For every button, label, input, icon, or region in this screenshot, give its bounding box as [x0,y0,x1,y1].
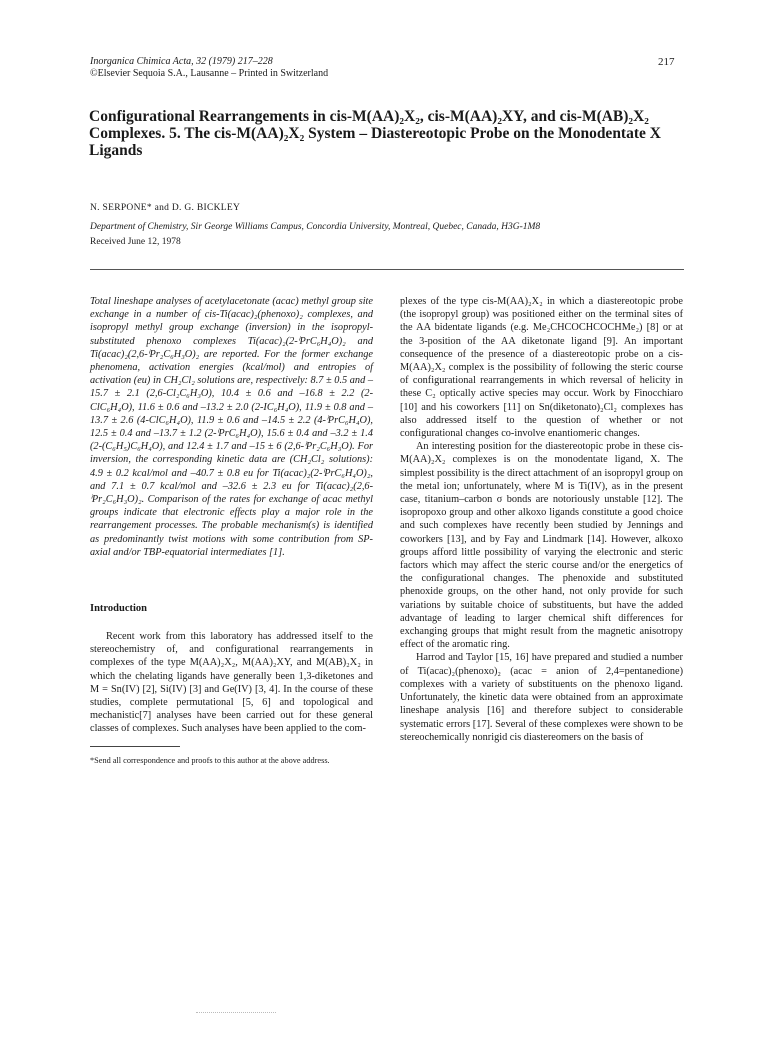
footnote: *Send all correspondence and proofs to this author at the above address. [90,755,330,765]
section-heading-introduction: Introduction [90,603,147,615]
right-column [400,295,683,744]
page-number: 217 [658,56,675,68]
journal-header [90,56,328,80]
abstract: Total lineshape analyses of acetylacetonate (acac) methyl group site exchange in a number of cis-Ti(acac)₂(phenoxo)₂ complexes, and isopropyl methyl group exchange (inversion) in the isopropyl-substituted phenoxo complexes Ti(acac)₂(2-ⁱPrC₆H₄O)₂ and Ti(acac)₂(2,6-ⁱPr₂C₆H₃O)₂ are reported. For the former exchange phenomena, activation energies (kcal/mol) and entropies of activation (eu) in CH₂Cl₂ solutions are, respectively: 8.7 ± 0.5 and –15.7 ± 2.1 (2,6-Cl₂C₆H₃O), 10.4 ± 0.6 and –16.8 ± 2.2 (2-ClC₆H₄O), 11.6 ± 0.6 and –13.2 ± 2.0 (2-IC₆H₄O), 11.9 ± 0.8 and –13.7 ± 2.6 (4-ClC₆H₄O), 11.9 ± 0.6 and –14.5 ± 2.2 (4-ⁱPrC₆H₄O), 12.5 ± 0.4 and –13.7 ± 1.2 (2-ⁱPrC₆H₄O), 15.6 ± 0.4 and –3.2 ± 1.4 (2-(C₆H₅)C₆H₄O), and 12.4 ± 1.7 and –15 ± 6 (2,6-ⁱPr₂C₆H₃O). For inversion, the corresponding kinetic data are (CH₂Cl₂ solutions): 4.9 ± 0.2 kcal/mol and –40.7 ± 0.8 eu for Ti(acac)₂(2-ⁱPrC₆H₄O)₂, and 7.1 ± 0.7 kcal/mol and –32.6 ± 2.3 eu for Ti(acac)₂(2,6-ⁱPr₂C₆H₃O)₂. Comparison of the rates for exchange of acac methyl groups indicate that electronic effects play a major role in the rearrangement processes. The probable mechanism(s) is identified as predominantly twist motions with some contribution from SP-axial and/or TBP-equatorial intermediates [1]. [90,296,373,558]
body-paragraph: Harrod and Taylor [15, 16] have prepared and studied a number of Ti(acac)₂(phenoxo)₂ (acac = anion of 2,4=pentanedione) complexes with a variety of substituents on the phenoxo ligand. Unfortunately, the kinetic data were obtained from an approximate lineshape analysis [16] and therefore subject to considerable systematic errors [17]. Several of these complexes were shown to be stereochemically nonrigid cis diastereomers on the basis of [400,652,683,743]
publisher-line: ©Elsevier Sequoia S.A., Lausanne – Printed in Switzerland [90,68,329,79]
received-date: Received June 12, 1978 [90,237,181,247]
introduction-paragraph: Recent work from this laboratory has addressed itself to the stereochemistry of, and configurational rearrangements in complexes of the type M(AA)₂X₂, M(AA)₂XY, and M(AB)₂X₂ in which the chelating ligands have generally been 1,3-diketones and M = Sn(IV) [2], Si(IV) [3] and Ge(IV) [3, 4]. In the course of these studies, complete permutational [5, 6] and topological and mechanistic[7] analyses have been carried out for these general classes of complexes. Such analyses have been applied to the com- [90,631,373,735]
journal-citation: Inorganica Chimica Acta, 32 (1979) 217–228 [90,56,273,67]
author-list: N. SERPONE* and D. G. BICKLEY [90,203,241,213]
header-divider [90,269,684,270]
affiliation: Department of Chemistry, Sir George Williams Campus, Concordia University, Montreal, Quebec, Canada, H3G-1M8 [90,222,541,232]
article-title: Configurational Rearrangements in cis-M(AA)₂X₂, cis-M(AA)₂XY, and cis-M(AB)₂X₂ Complexes. 5. The cis-M(AA)₂X₂ System – Diastereotopic Probe on the Monodentate X Ligands [89,108,661,159]
left-column [90,295,373,766]
body-paragraph: An interesting position for the diastereotopic probe in these cis-M(AA)₂X₂ complexes is on the monodentate ligand, X. The simplest possibility is the direct attachment of an isopropyl group on the metal ion; unfortunately, where M is Ti(IV), as in the present case, titanium–carbon σ bonds are notoriously unstable [12]. The isopropoxo group and other alkoxo ligands constitute a good choice and such complexes have recently been studied by Jennings and coworkers [13], and by Fay and Lindmark [14]. However, alkoxo groups afford little possibility of varying the electronic and steric factors which may affect the steric course and/or the energetics of the configurational changes. The phenoxide and substituted phenoxide groups, on the other hand, not only provide for such variations by suitable choice of substituents, but have the added advantage of leading to larger chemical shift differences for exchanging groups that might result from the magnetic anisotropy effect of the aromatic ring. [400,441,683,651]
scan-artifact [196,1012,276,1015]
body-paragraph: plexes of the type cis-M(AA)₂X₂ in which a diastereotopic probe (the isopropyl group) was positioned either on the terminal sites of the AA bidentate ligands (e.g. Me₂CHCOCHCOCHMe₂) [8] or at the 3-position of the AA diketonate ligand [9]. An important consequence of the presence of a diastereotopic probe on a cis-M(AA)₂X₂ complex is the possibility of following the steric course of configurational rearrangements in which reversal of helicity in these C₂ optically active species may occur. Work by Finocchiaro [10] and his coworkers [11] on Sn(diketonato)₂Cl₂ complexes has also addressed itself to the question of whether or not configurational changes co-involve enantiomeric changes. [400,296,683,440]
footnote-divider [90,746,180,747]
